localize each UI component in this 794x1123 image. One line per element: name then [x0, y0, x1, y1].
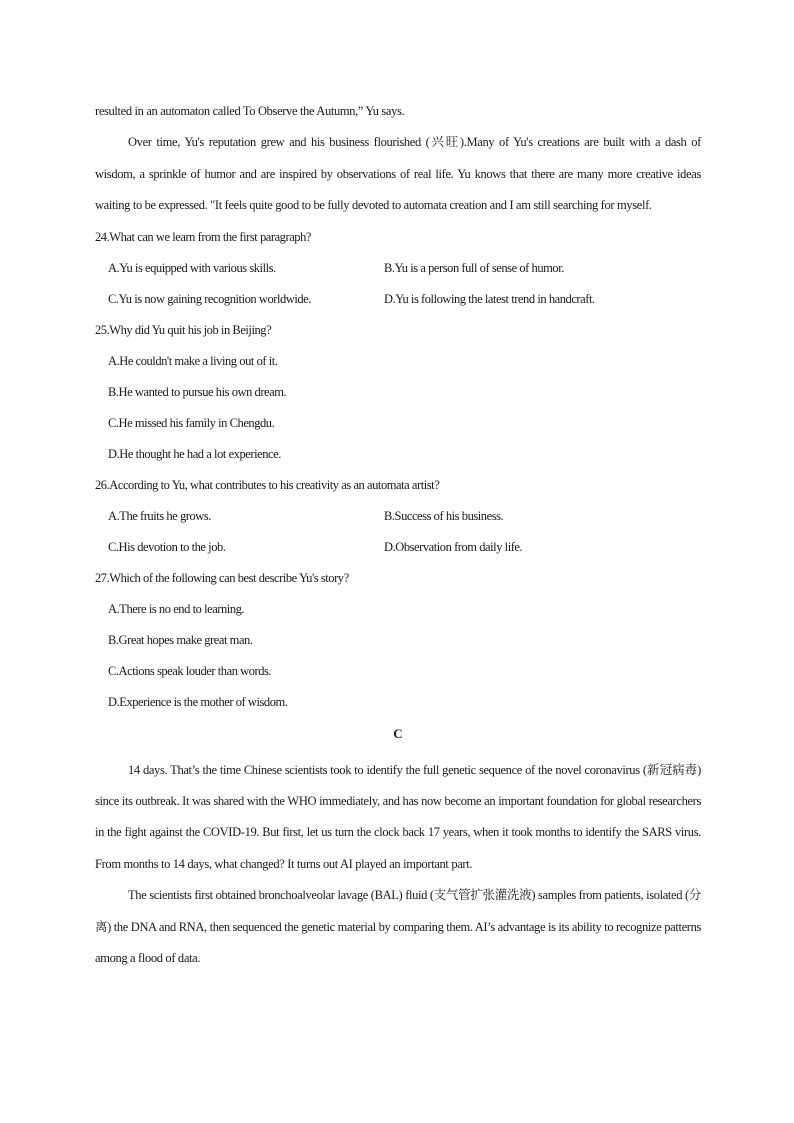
question-24-option-c: C.Yu is now gaining recognition worldwide. — [108, 291, 311, 306]
question-24-stem: 24.What can we learn from the first paragraph? — [95, 229, 311, 244]
question-24-option-b: B.Yu is a person full of sense of humor. — [384, 260, 564, 275]
question-27-stem: 27.Which of the following can best describe Yu's story? — [95, 570, 349, 585]
question-26-option-a: A.The fruits he grows. — [108, 508, 211, 523]
passage-c-paragraph-2: The scientists first obtained bronchoalveolar lavage (BAL) fluid (支气管扩张灌洗液) samples from patients, isolated (分离) the DNA and RNA, then sequenced the genetic material by comparing them. AI’s advantage is its ability to recognize patterns among a flood of data. — [95, 888, 701, 966]
question-26-stem: 26.According to Yu, what contributes to his creativity as an automata artist? — [95, 477, 440, 492]
question-25 — [95, 315, 701, 470]
passage-b-continuation: resulted in an automaton called To Observe the Autumn,” Yu says. — [95, 104, 405, 118]
question-27-option-a: A.There is no end to learning. — [108, 601, 245, 616]
question-27-option-b: B.Great hopes make great man. — [108, 632, 253, 647]
passage-b-paragraph: Over time, Yu's reputation grew and his business flourished (兴旺).Many of Yu's creations are built with a dash of wisdom, a sprinkle of humor and are inspired by observations of real life. Yu knows that there are many more creative ideas waiting to be expressed. "It feels quite good to be fully devoted to automata creation and I am still searching for myself. — [95, 135, 701, 213]
passage-c-paragraph-1: 14 days. That’s the time Chinese scientists took to identify the full genetic sequence of the novel coronavirus (新冠病毒) since its outbreak. It was shared with the WHO immediately, and has now become an important foundation for global researchers in the fight against the COVID-19. But first, let us turn the clock back 17 years, when it took months to identify the SARS virus. From months to 14 days, what changed? It turns out AI played an important part. — [95, 762, 701, 871]
question-27-option-d: D.Experience is the mother of wisdom. — [108, 694, 288, 709]
document-page — [95, 96, 701, 974]
question-26-option-b: B.Success of his business. — [384, 508, 504, 523]
question-27-option-c: C.Actions speak louder than words. — [108, 663, 272, 678]
question-26-option-c: C.His devotion to the job. — [108, 539, 226, 554]
question-26-option-d: D.Observation from daily life. — [384, 539, 523, 554]
question-24-option-a: A.Yu is equipped with various skills. — [108, 260, 276, 275]
question-25-stem: 25.Why did Yu quit his job in Beijing? — [95, 322, 272, 337]
question-24 — [95, 222, 701, 315]
question-24-option-d: D.Yu is following the latest trend in handcraft. — [384, 291, 595, 306]
section-heading-c: C — [393, 725, 403, 741]
question-25-option-d: D.He thought he had a lot experience. — [108, 446, 281, 461]
question-26 — [95, 470, 701, 563]
question-27 — [95, 563, 701, 718]
question-25-option-b: B.He wanted to pursue his own dream. — [108, 384, 287, 399]
question-25-option-a: A.He couldn't make a living out of it. — [108, 353, 278, 368]
question-25-option-c: C.He missed his family in Chengdu. — [108, 415, 275, 430]
